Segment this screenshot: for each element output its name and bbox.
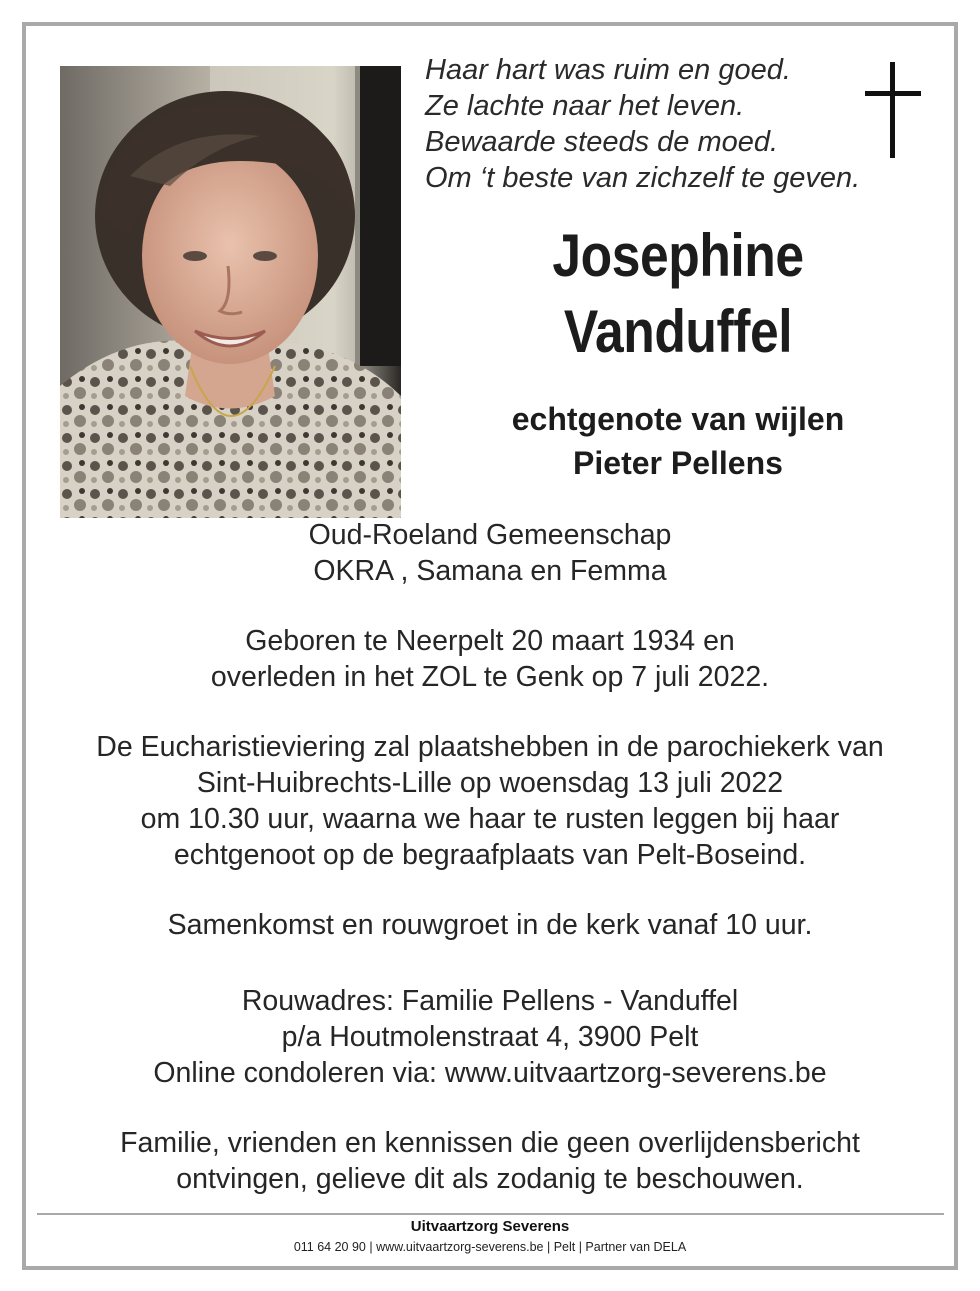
poem-line: Om ‘t beste van zichzelf te geven. <box>425 162 861 194</box>
mourning-address <box>30 983 950 1091</box>
spouse-relation <box>440 397 916 485</box>
memberships <box>30 517 950 589</box>
portrait-photo <box>60 66 401 518</box>
gathering <box>30 907 950 943</box>
last-name: Vanduffel <box>563 298 793 365</box>
footer-divider <box>37 1213 944 1215</box>
notice <box>30 1125 950 1197</box>
funeral-company: Uitvaartzorg Severens <box>410 1218 570 1235</box>
membership-line: OKRA , Samana en Femma <box>313 555 667 587</box>
gathering-line: Samenkomst en rouwgroet in de kerk vanaf 10 uur. <box>167 909 813 941</box>
notice-line: Familie, vrienden en kennissen die geen overlijdensbericht <box>120 1127 860 1159</box>
birth-line: Geboren te Neerpelt 20 maart 1934 en <box>245 625 735 657</box>
ceremony-line: om 10.30 uur, waarna we haar te rusten leggen bij haar <box>140 803 840 835</box>
membership-line: Oud-Roeland Gemeenschap <box>308 519 672 551</box>
deceased-name <box>473 218 882 370</box>
ceremony-line: De Eucharistieviering zal plaatshebben in de parochiekerk van <box>96 731 884 763</box>
first-name: Josephine <box>552 222 804 289</box>
notice-line: ontvingen, gelieve dit als zodanig te beschouwen. <box>176 1163 804 1195</box>
address-line: Rouwadres: Familie Pellens - Vanduffel <box>241 985 739 1017</box>
cross-icon <box>865 62 923 160</box>
spouse-name: Pieter Pellens <box>573 445 783 481</box>
condolence-line: Online condoleren via: www.uitvaartzorg-severens.be <box>153 1057 827 1089</box>
ceremony-line: echtgenoot op de begraafplaats van Pelt-Boseind. <box>173 839 807 871</box>
poem-line: Bewaarde steeds de moed. <box>425 126 779 158</box>
death-line: overleden in het ZOL te Genk op 7 juli 2022. <box>210 661 770 693</box>
address-line: p/a Houtmolenstraat 4, 3900 Pelt <box>281 1021 699 1053</box>
ceremony-line: Sint-Huibrechts-Lille op woensdag 13 juli 2022 <box>196 767 784 799</box>
poem-line: Haar hart was ruim en goed. <box>425 54 791 86</box>
funeral-company-info: 011 64 20 90 | www.uitvaartzorg-severens.be | Pelt | Partner van DELA <box>293 1240 687 1254</box>
poem <box>425 52 895 196</box>
poem-line: Ze lachte naar het leven. <box>425 90 745 122</box>
ceremony-details <box>30 729 950 873</box>
relation-line: echtgenote van wijlen <box>511 401 845 437</box>
life-dates <box>30 623 950 695</box>
